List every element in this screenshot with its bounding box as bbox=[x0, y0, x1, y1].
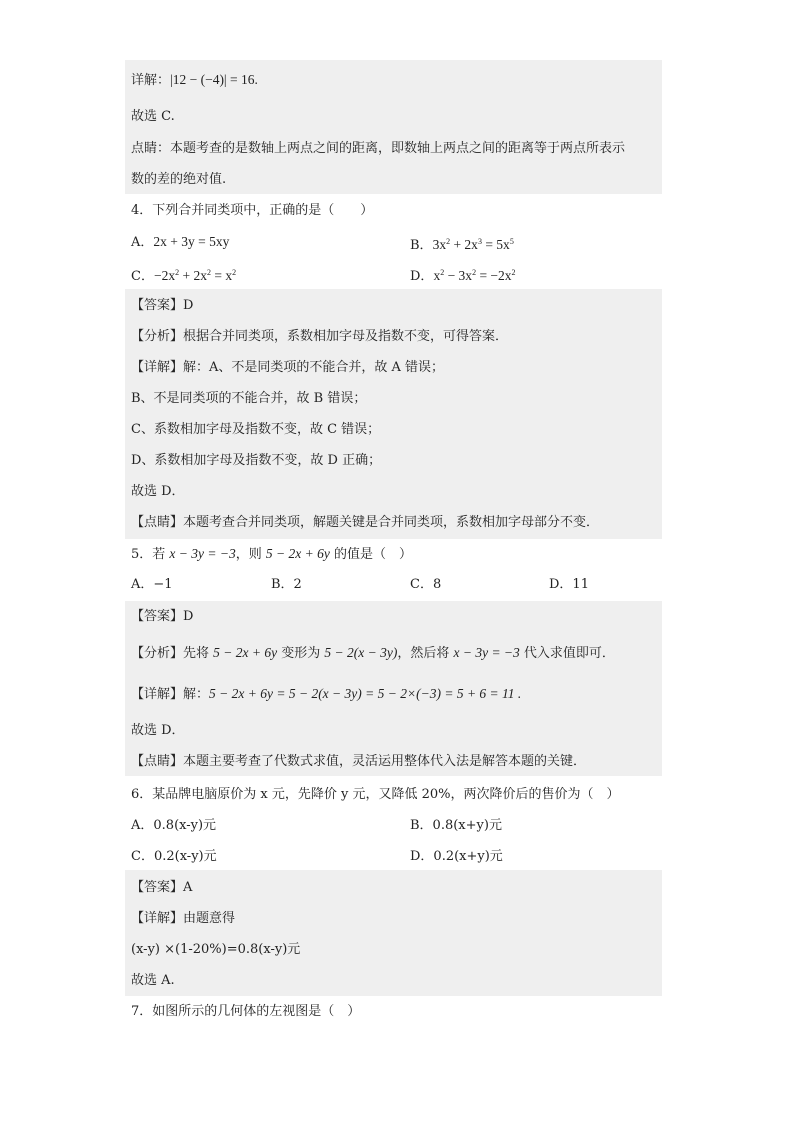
q3-comment-line2: 数的差的绝对值. bbox=[131, 172, 227, 187]
q4-option-d: D．$x^2 - 3x^2 = -2x^2$ bbox=[410, 268, 516, 284]
q4-option-c: C．$-2x^2 + 2x^2 = x^2$ bbox=[131, 268, 237, 284]
q6-option-b: B．0.8(x+y)元 bbox=[410, 818, 502, 833]
q5-option-c: C．8 bbox=[410, 577, 442, 592]
q5-option-a: A．−1 bbox=[131, 577, 173, 592]
q6-detail: 【详解】由题意得 bbox=[131, 911, 236, 926]
solution-block-q6 bbox=[125, 870, 662, 996]
q5-stem: 5．若 x − 3y = −3，则 5 − 2x + 6y 的值是（ ） bbox=[131, 546, 412, 562]
q7-stem: 7．如图所示的几何体的左视图是（ ） bbox=[131, 1004, 361, 1019]
solution-block-q4 bbox=[125, 289, 662, 539]
q3-detail-math: |12 − (−4)| = 16. bbox=[170, 72, 258, 87]
q5-detail: 【详解】解：5 − 2x + 6y = 5 − 2(x − 3y) = 5 − 2×(−3) = 5 + 6 = 11 . bbox=[131, 686, 522, 702]
q5-analysis: 【分析】先将 5 − 2x + 6y 变形为 5 − 2(x − 3y)，然后将 x − 3y = −3 代入求值即可． bbox=[131, 645, 615, 661]
q5-choose: 故选 D． bbox=[131, 723, 185, 738]
q4-option-a: A．2x + 3y = 5xy bbox=[131, 234, 230, 250]
q6-option-d: D．0.2(x+y)元 bbox=[410, 849, 503, 864]
q3-detail: 详解：|12 − (−4)| = 16. bbox=[131, 72, 258, 88]
q6-option-c: C．0.2(x-y)元 bbox=[131, 849, 217, 864]
q5-option-d: D．11 bbox=[549, 577, 589, 592]
q4-detail-4: D、系数相加字母及指数不变，故 D 正确； bbox=[131, 453, 382, 468]
q4-option-b: B．$3x^2 + 2x^3 = 5x^5$ bbox=[410, 237, 514, 253]
q5-comment: 【点睛】本题主要考查了代数式求值，灵活运用整体代入法是解答本题的关键． bbox=[131, 754, 587, 769]
q6-option-a: A．0.8(x-y)元 bbox=[131, 818, 217, 833]
q4-comment: 【点睛】本题考查合并同类项，解题关键是合并同类项，系数相加字母部分不变． bbox=[131, 515, 600, 530]
q3-choose: 故选 C. bbox=[131, 109, 175, 124]
q6-stem: 6．某品牌电脑原价为 x 元，先降价 y 元，又降低 20%，两次降价后的售价为（ ） bbox=[131, 787, 620, 802]
q4-analysis: 【分析】根据合并同类项，系数相加字母及指数不变，可得答案． bbox=[131, 329, 509, 344]
q6-choose: 故选 A. bbox=[131, 973, 175, 988]
q4-detail-2: B、不是同类项的不能合并，故 B 错误； bbox=[131, 391, 367, 406]
q4-detail-1: 【详解】解：A、不是同类项的不能合并，故 A 错误； bbox=[131, 360, 445, 375]
q4-choose: 故选 D． bbox=[131, 484, 185, 499]
q4-detail-3: C、系数相加字母及指数不变，故 C 错误； bbox=[131, 422, 381, 437]
q5-answer: 【答案】D bbox=[131, 609, 194, 624]
q6-answer: 【答案】A bbox=[131, 880, 193, 895]
q6-calc: (x-y) ×(1-20%)=0.8(x-y)元 bbox=[131, 942, 301, 957]
q5-option-b: B．2 bbox=[271, 577, 302, 592]
q4-stem: 4．下列合并同类项中，正确的是（ ） bbox=[131, 203, 374, 218]
q4-answer: 【答案】D bbox=[131, 298, 194, 313]
q3-comment-line1: 点睛：本题考查的是数轴上两点之间的距离，即数轴上两点之间的距离等于两点所表示 bbox=[131, 141, 626, 156]
